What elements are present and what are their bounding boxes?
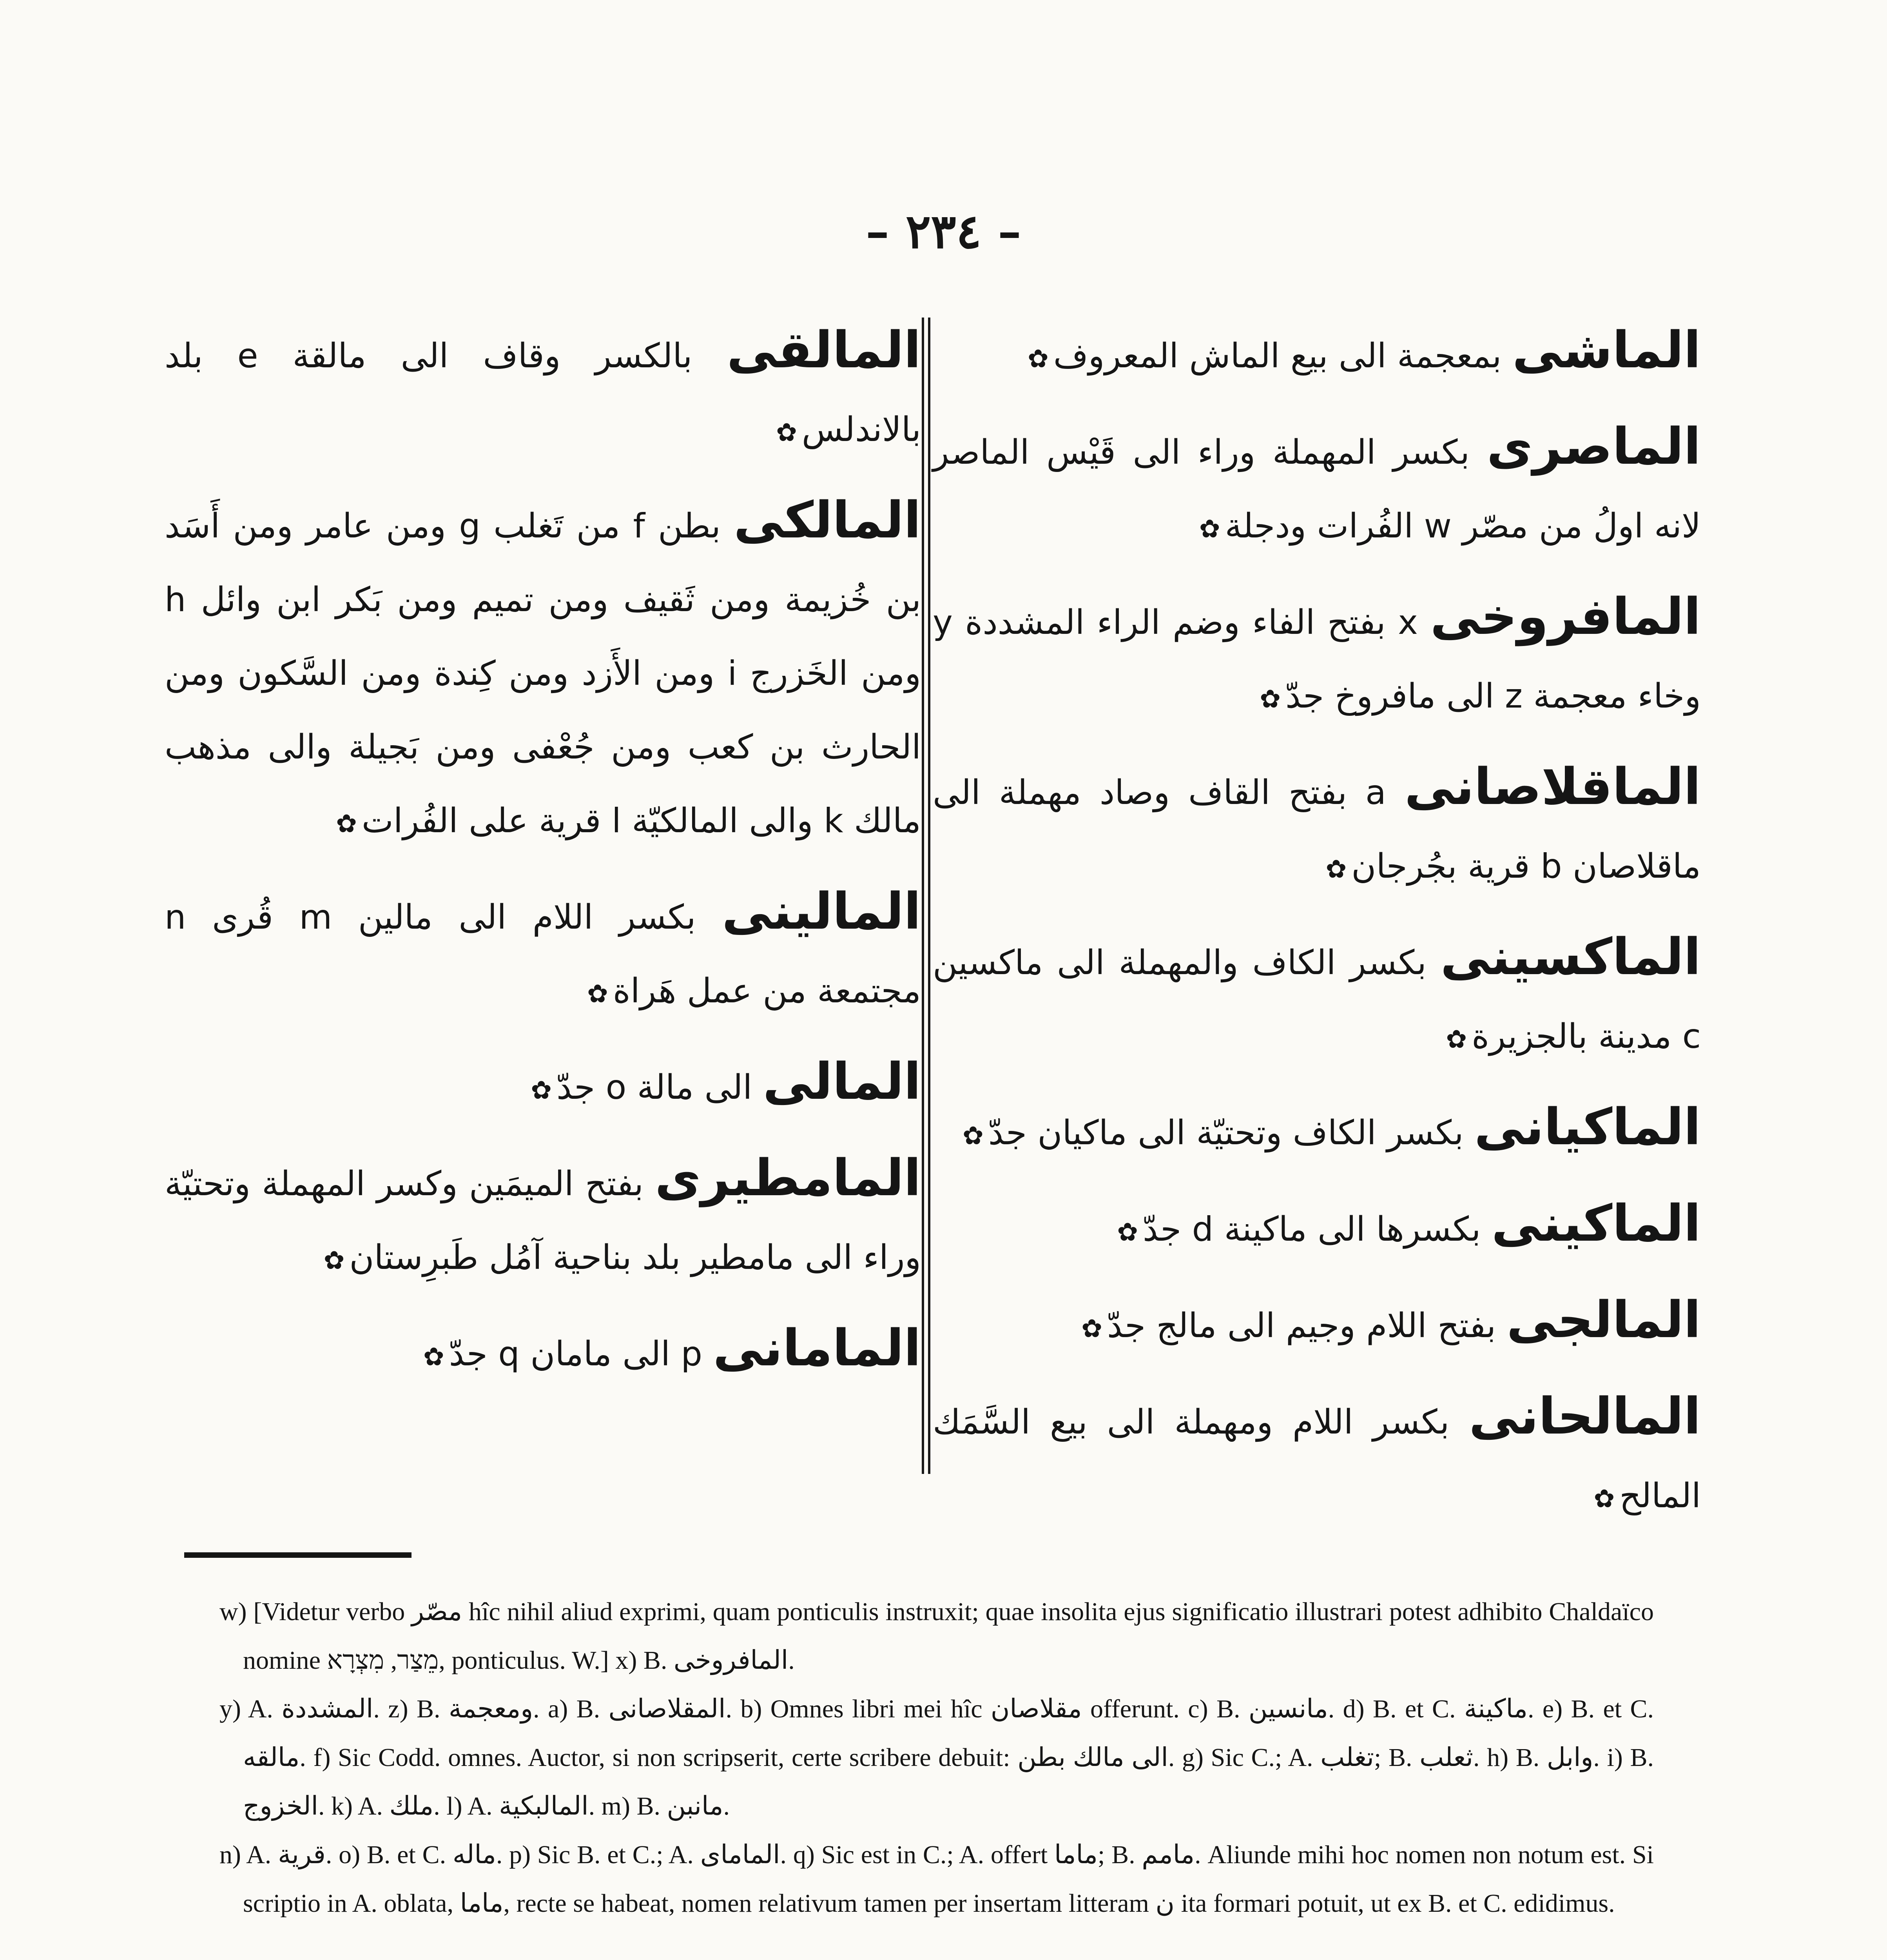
entry — [165, 1045, 921, 1127]
entry — [933, 1283, 1701, 1366]
entry — [165, 1142, 921, 1298]
entry-text: بمعجمة الى بيع الماش المعروف — [1053, 336, 1502, 376]
page-number: – ٢٣٤ – — [866, 204, 1021, 259]
entry-end-star-icon: ✿ — [323, 1246, 345, 1275]
footnotes — [219, 1588, 1654, 1928]
entry — [165, 875, 921, 1031]
footnote-paragraph: n) A. قرية. o) B. et C. ماله. p) Sic B. et C.; A. الماماى. q) Sic est in C.; A. offert ماما; B. مامم. Aliunde mihi hoc nomen non notum est. Si scriptio in A. oblata, ماما, recte se habeat, nomen relativum tamen per insertam litteram ن ita formari potuit, ut ex B. et C. edidimus. — [219, 1840, 1654, 1918]
entry-text: بطن f من تَغلب g ومن عامر ومن أَسَد بن خُزيمة ومن ثَقيف ومن تميم ومن بَكر ابن وائل h ومن الخَزرج i ومن الأَزد ومن كِندة ومن السَّكون ومن الحارث بن كعب ومن جُعْفى ومن بَجيلة والى مذهب مالك k والى المالكيّة l قرية على الفُرات — [165, 506, 921, 840]
entry-text: x بفتح الفاء وضم الراء المشددة y وخاء معجمة z الى مافروخ جدّ — [933, 603, 1701, 716]
entry-end-star-icon: ✿ — [963, 1122, 984, 1151]
entry-text: a بفتح القاف وصاد مهملة الى ماقلاصان b قرية بجُرجان — [933, 773, 1701, 886]
entry-headword: الماشى — [1512, 321, 1701, 379]
footnote-rule — [184, 1552, 411, 1558]
entry-text: p الى مامان q جدّ — [449, 1334, 702, 1374]
entry-end-star-icon: ✿ — [423, 1343, 444, 1372]
entry — [933, 314, 1701, 396]
entry — [933, 1187, 1701, 1269]
entry-headword: المامانى — [713, 1319, 921, 1377]
entry — [933, 1380, 1701, 1536]
entry-end-star-icon: ✿ — [1446, 1025, 1467, 1054]
footnote-paragraph: w) [Videtur verbo مصّر hîc nihil aliud exprimi, quam ponticulis instruxit; quae insolita ejus significatio illustrari potest adhibito Chaldaïco nomine מֵצַר, מִצְרָא, ponticulus. W.] x) B. المافروخى. — [219, 1597, 1654, 1675]
entry-headword: الماكسينى — [1440, 928, 1701, 986]
footnote-paragraph: y) A. المشددة. z) B. ومعجمة. a) B. المقلاصانى. b) Omnes libri mei hîc مقلاصان offerunt. c) B. مانسين. d) B. et C. ماكينة. e) B. et C. مالقه. f) Sic Codd. omnes. Auctor, si non scripserit, certe scribere debuit: الى مالك بطن. g) Sic C.; A. تغلب; B. ثعلب. h) B. وابل. i) B. الخزوج. k) A. ملك. l) A. المالبكية. m) B. مانبن. — [219, 1695, 1654, 1820]
entry-text: بفتح اللام وجيم الى مالج جدّ — [1107, 1306, 1496, 1345]
entry-headword: المالكى — [734, 491, 921, 550]
entry-end-star-icon: ✿ — [587, 980, 608, 1009]
entry-end-star-icon: ✿ — [1117, 1218, 1138, 1247]
entry-text: بكسر اللام الى مالين m قُرى n مجتمعة من عمل هَراة — [165, 898, 921, 1011]
entry-end-star-icon: ✿ — [1081, 1314, 1102, 1343]
entry-text: بكسر اللام ومهملة الى بيع السَّمَك المالح — [933, 1403, 1701, 1515]
entry-end-star-icon: ✿ — [336, 809, 357, 838]
entry — [165, 1312, 921, 1394]
entry-end-star-icon: ✿ — [1260, 685, 1281, 714]
entry-headword: الماكينى — [1491, 1194, 1701, 1253]
entry — [933, 410, 1701, 566]
entry — [165, 484, 921, 861]
entry — [933, 750, 1701, 906]
entry-text: بكسرها الى ماكينة d جدّ — [1143, 1210, 1481, 1249]
entry — [933, 580, 1701, 736]
entry-text: بالكسر وقاف الى مالقة e بلد بالاندلس — [165, 336, 921, 449]
entry-headword: المالقى — [727, 321, 921, 379]
entry-text: بكسر المهملة وراء الى قَيْس الماصر لانه اولُ من مصّر w الفُرات ودجلة — [933, 433, 1701, 546]
entry-end-star-icon: ✿ — [1028, 345, 1049, 374]
column-divider — [922, 318, 930, 1474]
entry-end-star-icon: ✿ — [531, 1076, 552, 1105]
entry-headword: الماصرى — [1486, 417, 1701, 476]
entry-text: بكسر الكاف وتحتيّة الى ماكيان جدّ — [988, 1113, 1464, 1152]
arabic-column-right — [933, 314, 1701, 1515]
entry-headword: المالجى — [1506, 1291, 1701, 1349]
entry-end-star-icon: ✿ — [1199, 515, 1220, 544]
entry-headword: الماقلاصانى — [1404, 758, 1701, 816]
entry-text: الى مالة o جدّ — [556, 1068, 752, 1107]
entry-headword: المافروخى — [1430, 588, 1701, 646]
entry-headword: المالينى — [722, 882, 921, 941]
entry — [933, 1091, 1701, 1173]
arabic-column-left — [165, 314, 921, 1497]
entry — [165, 314, 921, 470]
entry-text: بفتح الميمَين وكسر المهملة وتحتيّة وراء الى مامطير بلد بناحية آمُل طَبرِستان — [165, 1164, 921, 1277]
entry — [933, 920, 1701, 1076]
entry-end-star-icon: ✿ — [776, 418, 797, 447]
entry-end-star-icon: ✿ — [1325, 855, 1347, 884]
entry-headword: المامطيرى — [655, 1149, 921, 1207]
entry-headword: الماكيانى — [1474, 1098, 1701, 1156]
entry-headword: المالى — [763, 1053, 921, 1111]
entry-end-star-icon: ✿ — [1593, 1485, 1615, 1514]
entry-text: بكسر الكاف والمهملة الى ماكسين c مدينة بالجزيرة — [933, 943, 1701, 1056]
entry-headword: المالحانى — [1469, 1387, 1701, 1446]
